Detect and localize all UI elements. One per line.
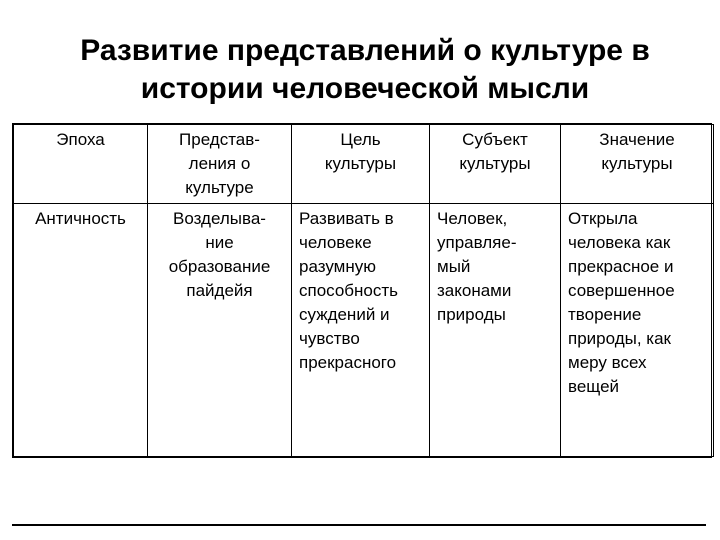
header-goal-line: Цель bbox=[340, 130, 381, 149]
header-representations-line: ления о bbox=[188, 154, 251, 173]
table-row bbox=[14, 204, 714, 457]
slide-title bbox=[20, 32, 710, 108]
header-representations bbox=[148, 125, 292, 204]
cell-subject bbox=[430, 204, 561, 457]
header-epoch bbox=[14, 125, 148, 204]
cell-goal-line: прекрасного bbox=[299, 353, 397, 372]
cell-meaning-line: Открыла bbox=[568, 209, 638, 228]
cell-representations-line: Возделыва- bbox=[173, 209, 266, 228]
header-representations-line: культуре bbox=[185, 178, 254, 197]
header-meaning-line: культуры bbox=[601, 154, 673, 173]
cell-representations-line: образование bbox=[168, 257, 271, 276]
cell-subject-line: природы bbox=[437, 305, 506, 324]
cell-goal bbox=[292, 204, 430, 457]
cell-epoch bbox=[14, 204, 148, 457]
cell-meaning-line: меру всех bbox=[568, 353, 647, 372]
cell-meaning-line: природы, как bbox=[568, 329, 671, 348]
cell-goal-line: способность bbox=[299, 281, 399, 300]
cell-meaning-line: вещей bbox=[568, 377, 620, 396]
cell-representations-line: пайдейя bbox=[186, 281, 253, 300]
table-header-row bbox=[14, 125, 714, 204]
cell-goal-line: чувство bbox=[299, 329, 360, 348]
header-subject-line: Субъект bbox=[462, 130, 528, 149]
slide-title-line-1: Развитие представлений о культуре в bbox=[80, 34, 650, 67]
header-epoch-line: Эпоха bbox=[56, 130, 105, 149]
cell-meaning-line: творение bbox=[568, 305, 642, 324]
cell-meaning-line: совершенное bbox=[568, 281, 675, 300]
header-representations-line: Представ- bbox=[179, 130, 260, 149]
culture-history-table bbox=[12, 123, 712, 458]
cell-goal-line: человеке bbox=[299, 233, 372, 252]
cell-meaning bbox=[561, 204, 714, 457]
header-meaning-line: Значение bbox=[599, 130, 675, 149]
header-meaning bbox=[561, 125, 714, 204]
header-subject-line: культуры bbox=[459, 154, 531, 173]
cell-epoch-line: Античность bbox=[35, 209, 126, 228]
cell-subject-line: мый bbox=[437, 257, 471, 276]
slide-title-line-2: истории человеческой мысли bbox=[140, 72, 590, 105]
cell-representations bbox=[148, 204, 292, 457]
cell-meaning-line: прекрасное и bbox=[568, 257, 674, 276]
cell-subject-line: законами bbox=[437, 281, 512, 300]
cell-goal-line: суждений и bbox=[299, 305, 390, 324]
header-subject bbox=[430, 125, 561, 204]
cell-goal-line: Развивать в bbox=[299, 209, 394, 228]
header-goal bbox=[292, 125, 430, 204]
header-goal-line: культуры bbox=[324, 154, 397, 173]
cell-meaning-line: человека как bbox=[568, 233, 671, 252]
bottom-divider bbox=[12, 524, 706, 526]
cell-subject-line: Человек, bbox=[437, 209, 508, 228]
cell-subject-line: управляе- bbox=[437, 233, 517, 252]
cell-representations-line: ние bbox=[205, 233, 234, 252]
cell-goal-line: разумную bbox=[299, 257, 376, 276]
